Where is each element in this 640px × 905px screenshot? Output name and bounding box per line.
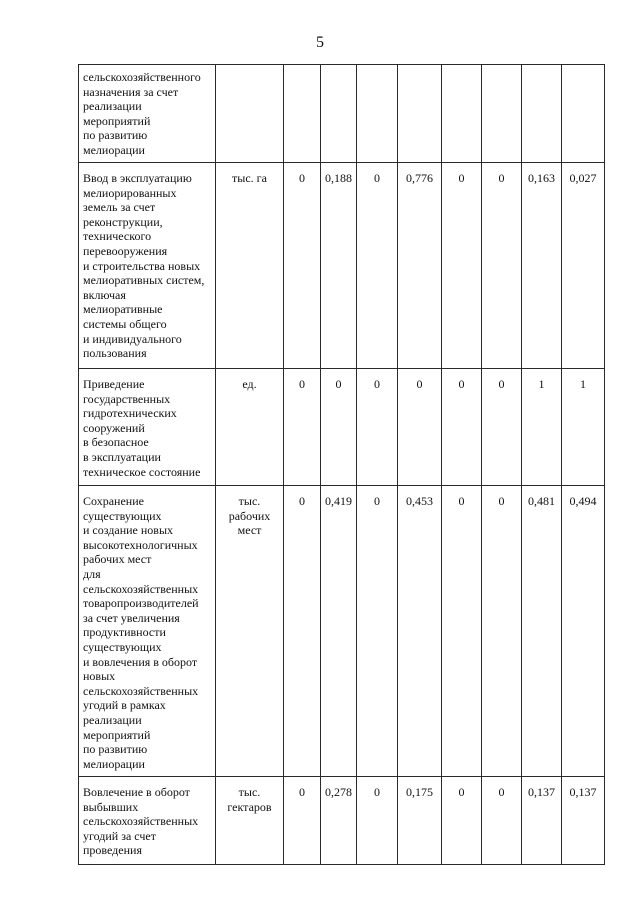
- value-cell: 0: [321, 369, 357, 486]
- value-cell: [398, 65, 442, 163]
- value-cell: 0,494: [562, 486, 605, 777]
- value-cell: 0: [284, 486, 321, 777]
- value-cell: 0: [482, 369, 522, 486]
- value-cell: [321, 65, 357, 163]
- value-cell: 1: [562, 369, 605, 486]
- table-row: [79, 163, 605, 369]
- value-cell: [522, 65, 562, 163]
- value-cell: 0: [482, 777, 522, 865]
- table-row: [79, 486, 605, 777]
- indicator-name: Сохранение существующих и создание новых высокотехнологичных рабочих мест для сельскохозяйственных товаропроизводителей за счет увеличения продуктивности существующих и вовлечения в оборот новых сельскохозяйственных угодий в рамках реализации мероприятий по развитию мелиорации: [79, 486, 216, 777]
- value-cell: [442, 65, 482, 163]
- value-cell: 0,419: [321, 486, 357, 777]
- value-cell: 0: [398, 369, 442, 486]
- value-cell: 0,175: [398, 777, 442, 865]
- indicator-name: Ввод в эксплуатацию мелиорированных земель за счет реконструкции, технического перевооружения и строительства новых мелиоративных систем, включая мелиоративные системы общего и индивидуального пользования: [79, 163, 216, 369]
- value-cell: [482, 65, 522, 163]
- value-cell: 0: [284, 777, 321, 865]
- unit-cell: ед.: [216, 369, 284, 486]
- value-cell: 1: [522, 369, 562, 486]
- table-row: [79, 777, 605, 865]
- table-row: [79, 369, 605, 486]
- value-cell: 0: [442, 777, 482, 865]
- value-cell: 0: [357, 163, 398, 369]
- value-cell: 0,453: [398, 486, 442, 777]
- unit-cell: тыс. гектаров: [216, 777, 284, 865]
- indicators-table: [78, 64, 605, 865]
- value-cell: 0: [284, 369, 321, 486]
- value-cell: 0: [442, 369, 482, 486]
- unit-cell: тыс. га: [216, 163, 284, 369]
- value-cell: [284, 65, 321, 163]
- indicator-name: Приведение государственных гидротехнических сооружений в безопасное в эксплуатации техническое состояние: [79, 369, 216, 486]
- value-cell: 0: [357, 486, 398, 777]
- unit-cell: тыс. рабочих мест: [216, 486, 284, 777]
- unit-cell: [216, 65, 284, 163]
- value-cell: 0,137: [522, 777, 562, 865]
- value-cell: 0,481: [522, 486, 562, 777]
- value-cell: [357, 65, 398, 163]
- value-cell: 0,188: [321, 163, 357, 369]
- table-row: [79, 65, 605, 163]
- indicator-name: Вовлечение в оборот выбывших сельскохозяйственных угодий за счет проведения: [79, 777, 216, 865]
- value-cell: 0,027: [562, 163, 605, 369]
- value-cell: 0: [284, 163, 321, 369]
- value-cell: 0: [442, 163, 482, 369]
- value-cell: 0: [482, 163, 522, 369]
- indicator-name: сельскохозяйственного назначения за счет реализации мероприятий по развитию мелиорации: [79, 65, 216, 163]
- page-number: 5: [316, 34, 324, 51]
- value-cell: 0,137: [562, 777, 605, 865]
- value-cell: 0,163: [522, 163, 562, 369]
- value-cell: [562, 65, 605, 163]
- value-cell: 0: [357, 369, 398, 486]
- value-cell: 0: [442, 486, 482, 777]
- value-cell: 0,776: [398, 163, 442, 369]
- value-cell: 0: [357, 777, 398, 865]
- value-cell: 0: [482, 486, 522, 777]
- value-cell: 0,278: [321, 777, 357, 865]
